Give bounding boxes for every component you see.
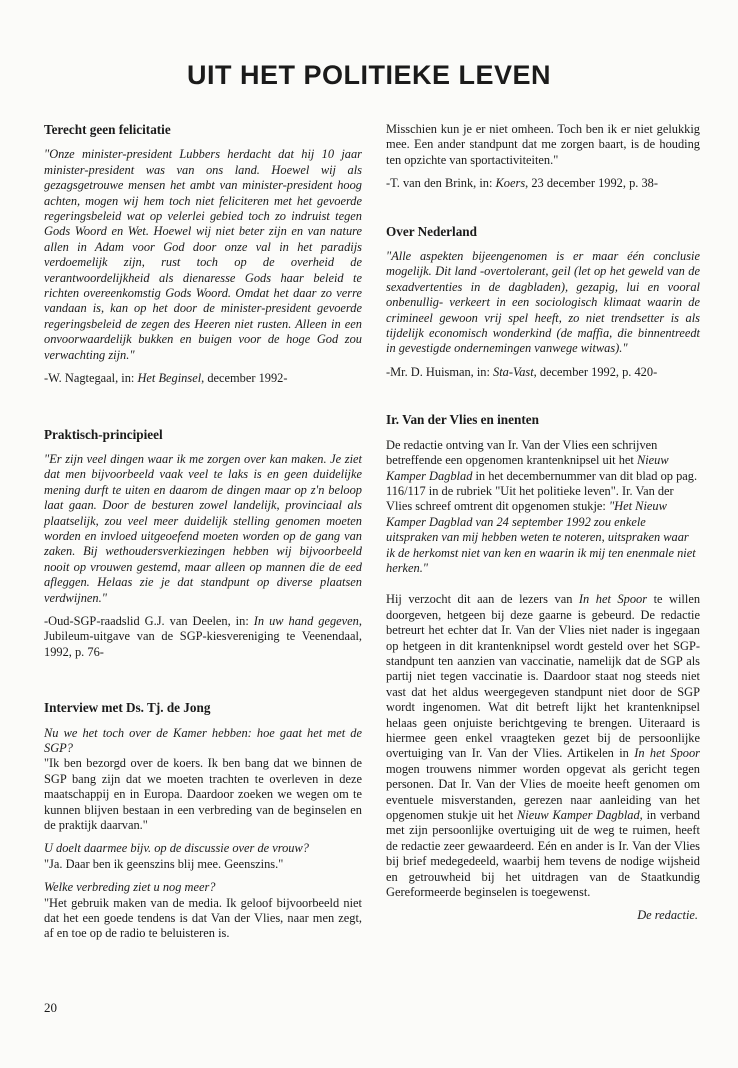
page-title: UIT HET POLITIEKE LEVEN: [186, 60, 552, 90]
interview-question-3: Welke verbreding ziet u nog meer?: [44, 880, 216, 895]
interview-question-2: U doelt daarmee bijv. op de discussie over de vrouw?: [44, 841, 309, 856]
section-heading-vlies: Ir. Van der Vlies en inenten: [386, 412, 539, 428]
quote-felicitatie: "Onze minister-president Lubbers herdacht dat hij 10 jaar minister-president was van ons land. Hoewel wij als gezagsgetrouwe mensen het ambt van minister-president hoog achten, mogen wij hem toch niet feliciteren met het gevoerde regeringsbeleid wat op velerlei gebied toch zo indruist tegen Gods Woord en Wet. Hoewel wij niet beter zijn en van nature allen in Adam voor God door onze val in het paradijs verdoemelijk zijn, rust toch op de overheid de verantwoordelijkheid als dienaresse Gods haar beleid te richten overeenkomstig Gods Woord. Omdat het daar zo verre vandaan is, kan op het door de minister-president gevoerde regeringsbeleid de zegen des Heeren niet rusten. Alleen in een onvoorwaardelijk bukken en buigen voor de hoge God zou verwachting zijn.": [44, 147, 362, 362]
quote-praktisch: "Er zijn veel dingen waar ik me zorgen over kan maken. Je ziet dat men bijvoorbeeld vaak veel te laks is en geen duidelijke mening durft te uiten en daarom de dingen maar op z'n beloop laat gaan. Door de besturen zowel landelijk, provinciaal als plaatselijk, zou veel meer duidelijk stelling genomen moeten worden en invloed uitgeoefend moeten worden op de gang van zaken. Bij wethoudersverkiezingen hebben wij bijvoorbeeld nooit op vrouwen gestemd, maar alleen op mannen die de eed afleggen. Helaas zie je dat standpunt op diverse plaatsen verdwijnen.": [44, 451, 362, 605]
section-heading-felicitatie: Terecht geen felicitatie: [44, 122, 171, 137]
left-column: [44, 122, 362, 950]
section-heading-interview: Interview met Ds. Tj. de Jong: [44, 700, 211, 716]
interview-question-1: Nu we het toch over de Kamer hebben: hoe gaat het met de SGP?: [44, 725, 362, 755]
page-number: 20: [44, 1000, 57, 1015]
source-felicitatie: -W. Nagtegaal, in: Het Beginsel, december 1992-: [44, 371, 288, 386]
interview-answer-3: "Het gebruik maken van de media. Ik geloof bijvoorbeeld niet dat het een goede tendens is dat Van der Vlies, naar men zegt, af en toe op de radio te beluisteren is.: [44, 895, 362, 941]
source-praktisch: -Oud-SGP-raadslid G.J. van Deelen, in: In uw hand gegeven, Jubileum-uitgave van de SGP-kiesvereniging te Veenendaal, 1992, p. 76-: [44, 613, 362, 659]
quote-nederland: "Alle aspekten bijeengenomen is er maar één conclusie mogelijk. Dit land -overtolerant, geil (let op het geweld van de sexadvertenties in de dagbladen), gezapig, lui en vooral onbenullig- verkeert in een sociologisch klimaat waarin de crimineel gewoon vrij spel heeft, zo niet trendsetter is als tijdelijk economisch wonderkind (de maffia, die binnentreedt in gevestigde ondernemingen vanwege witwas).": [386, 249, 700, 356]
interview-answer-1: "Ik ben bezorgd over de koers. Ik ben bang dat we binnen de SGP bang zijn dat we moeten trachten te overleven in deze maatschappij en in Europa. Daardoor zoeken we wegen om te kunnen blijven bestaan in een verbreding van de beginselen en de praktijk daarvan.": [44, 756, 362, 833]
source-interview: -T. van den Brink, in: Koers, 23 december 1992, p. 38-: [386, 176, 658, 191]
interview-answer-2: "Ja. Daar ben ik geenszins blij mee. Geenszins.": [44, 856, 284, 871]
signature: De redactie.: [637, 908, 698, 923]
interview-continued: Misschien kun je er niet omheen. Toch ben ik er niet gelukkig mee. Een ander standpunt dat me zorgen baart, is de houding ten opzichte van sportactiviteiten.": [386, 122, 700, 167]
vlies-paragraph-2: Hij verzocht dit aan de lezers van In het Spoor te willen doorgeven, hetgeen bij deze gaarne is gebeurd. De redactie betreurt het echter dat Ir. Van der Vlies niet nader is ingegaan op hetgeen in dit krantenknipsel wordt gesteld over het SGP-standpunt ten aanzien van vaccinatie, namelijk dat de SGP als partij niet tegen vaccinatie is. Daardoor staat nog steeds niet vast dat het aldus weergegeven standpunt niet door de SGP wordt ingenomen. Wat dit betreft lijkt het krantenknipsel helaas geen onjuiste berichtgeving te brengen. Uiteraard is hiermee geen enkel vraagteken gezet bij de persoonlijke overtuiging van Ir. Van der Vlies. Artikelen in In het Spoor mogen trouwens nimmer worden opgevat als gericht tegen personen. Dat Ir. Van der Vlies de moeite heeft genomen om eventuele misverstanden, gerezen naar aanleiding van het opgenomen stukje uit het Nieuw Kamper Dagblad, in verband met zijn persoonlijke overtuiging uit de weg te ruimen, heeft de redactie zeer gewaardeerd. Eén en ander is Ir. Van der Vlies bij brief medegedeeld, waarbij hem tevens de nodige wijsheid en getrouwheid bij het uitdragen van de Staatkundig Gereformeerde beginselen is toegewenst.: [386, 592, 701, 900]
right-column: [386, 122, 700, 924]
section-heading-praktisch: Praktisch-principieel: [44, 426, 163, 442]
source-nederland: -Mr. D. Huisman, in: Sta-Vast, december 1992, p. 420-: [386, 364, 658, 379]
section-heading-nederland: Over Nederland: [386, 223, 477, 239]
vlies-paragraph-1: De redactie ontving van Ir. Van der Vlies een schrijven betreffende een opgenomen krantenknipsel uit het Nieuw Kamper Dagblad in het decembernummer van dit blad op pag. 116/117 in de rubriek "Uit het politieke leven". Ir. Van der Vlies schreef omtrent dit opgenomen stukje: "Het Nieuw Kamper Dagblad van 24 september 1992 zou enkele uitspraken van mij hebben weten te noteren, uitspraken waar ik de herkomst niet van ken en waarin ik mij ten enenmale niet herken.": [386, 437, 698, 575]
